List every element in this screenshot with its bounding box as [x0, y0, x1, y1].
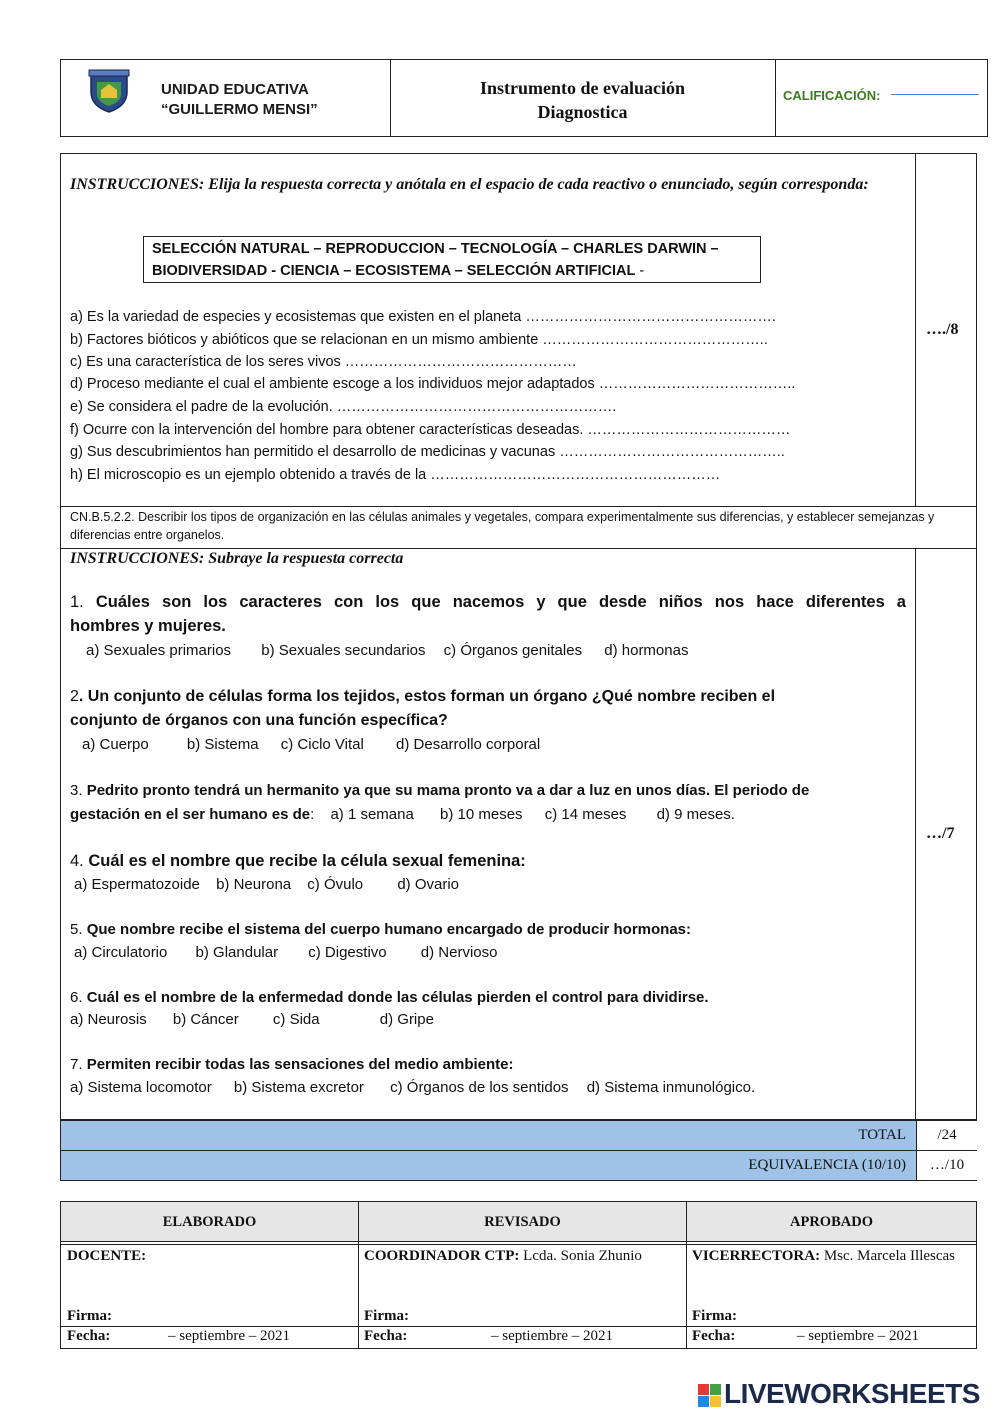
item-g[interactable]: g) Sus descubrimientos han permitido el desarrollo de medicinas y vacunas ………………………………………..: [70, 444, 785, 460]
question-5: [70, 918, 691, 942]
item-c[interactable]: c) Es una característica de los seres vivos …………………………………………: [70, 354, 577, 370]
question-4-number: 4.: [70, 852, 89, 870]
section1-score: …./8: [926, 321, 959, 338]
q3-option-d[interactable]: d) 9 meses.: [656, 806, 735, 823]
q1-option-c[interactable]: c) Órganos genitales: [443, 642, 583, 659]
item-e[interactable]: e) Se considera el padre de la evolución. ………………………………………………….: [70, 399, 617, 415]
question-6-options: [70, 1009, 434, 1031]
q5-option-b[interactable]: b) Glandular: [195, 944, 279, 961]
question-7-options: [70, 1077, 755, 1099]
section2-score: …/7: [926, 825, 955, 842]
word-bank-line1: SELECCIÓN NATURAL – REPRODUCCION – TECNOLOGÍA – CHARLES DARWIN –: [152, 241, 719, 257]
question-1-text-b: hombres y mujeres.: [70, 617, 226, 635]
q5-option-a[interactable]: a) Circulatorio: [74, 944, 168, 961]
question-6: [70, 986, 709, 1010]
q6-option-d[interactable]: d) Gripe: [379, 1011, 434, 1028]
fecha-value-3: – septiembre – 2021: [797, 1328, 920, 1344]
section2-instructions: INSTRUCCIONES: Subraye la respuesta correcta: [70, 550, 404, 567]
fecha-label-3: Fecha:: [692, 1328, 736, 1344]
vicerrectora-name: Msc. Marcela Illescas: [820, 1248, 956, 1264]
equivalence-label: EQUIVALENCIA (10/10): [748, 1157, 906, 1173]
question-3: [70, 779, 809, 827]
grade-input-line[interactable]: [891, 94, 979, 95]
docente-label: DOCENTE:: [67, 1248, 147, 1264]
question-6-text: Cuál es el nombre de la enfermedad donde las células pierden el control para dividirse.: [86, 989, 709, 1006]
coordinador-label: COORDINADOR CTP:: [364, 1248, 520, 1264]
item-f[interactable]: f) Ocurre con la intervención del hombre para obtener características deseadas. ……………………………………: [70, 422, 791, 438]
question-2-text-a: . Un conjunto de células forma los tejidos, estos forman un órgano ¿Qué nombre reciben el: [78, 688, 776, 705]
question-3-text-a: Pedrito pronto tendrá un hermanito ya que su mama pronto va a dar a luz en unos días. El periodo de: [86, 782, 810, 799]
question-5-text: Que nombre recibe el sistema del cuerpo humano encargado de producir hormonas:: [86, 921, 691, 938]
school-name-line1: UNIDAD EDUCATIVA: [161, 81, 309, 98]
q2-option-a[interactable]: a) Cuerpo: [82, 736, 149, 753]
question-1-options: [86, 640, 688, 662]
question-3-colon: :: [310, 806, 315, 823]
header-table: [60, 59, 988, 137]
fecha-value-1: – septiembre – 2021: [168, 1328, 291, 1344]
q6-option-b[interactable]: b) Cáncer: [172, 1011, 239, 1028]
q1-option-a[interactable]: a) Sexuales primarios: [86, 642, 232, 659]
grade-cell: [775, 60, 987, 136]
q4-option-c[interactable]: c) Óvulo: [307, 876, 364, 893]
question-1-number: 1.: [70, 593, 96, 611]
school-cell: [61, 60, 391, 136]
word-bank-tail: -: [635, 263, 645, 279]
fecha-value-2: – septiembre – 2021: [491, 1328, 614, 1344]
item-d[interactable]: d) Proceso mediante el cual el ambiente escoge a los individuos mejor adaptados …………………………………..: [70, 376, 796, 392]
document-title-line2: Diagnostica: [537, 102, 628, 122]
equivalence-row: [60, 1150, 977, 1181]
q3-option-c[interactable]: c) 14 meses: [544, 806, 627, 823]
liveworksheets-watermark: LIVEWORKSHEETS: [724, 1378, 980, 1409]
q3-option-b[interactable]: b) 10 meses: [440, 806, 523, 823]
vicerrectora-label: VICERRECTORA:: [692, 1248, 821, 1264]
vicerrectora-cell: [692, 1246, 962, 1266]
elaborado-header: ELABORADO: [61, 1202, 358, 1242]
learning-standard: CN.B.5.2.2. Describir los tipos de organización en las células animales y vegetales, compara experimentalmente sus diferencias, y establecer semejanzas y diferencias entre organelos.: [70, 510, 935, 542]
q2-option-d[interactable]: d) Desarrollo corporal: [396, 736, 541, 753]
q6-option-a[interactable]: a) Neurosis: [70, 1011, 147, 1028]
total-label: TOTAL: [858, 1127, 906, 1143]
q2-option-c[interactable]: c) Ciclo Vital: [280, 736, 364, 753]
school-name: [161, 80, 318, 120]
row-divider: [61, 1244, 976, 1245]
question-2-number: 2: [70, 688, 79, 705]
liveworksheets-logo-icon: [698, 1384, 722, 1408]
aprobado-header: APROBADO: [687, 1202, 976, 1242]
school-crest-icon: [87, 68, 131, 114]
question-1-text-a: Cuáles son los caracteres con los que nacemos y que desde niños nos hace diferentes a: [95, 593, 906, 611]
q1-option-d[interactable]: d) hormonas: [604, 642, 689, 659]
fecha-label-2: Fecha:: [364, 1328, 408, 1344]
question-3-number: 3.: [70, 782, 87, 799]
firma-label-1: Firma:: [67, 1308, 112, 1324]
q4-option-d[interactable]: d) Ovario: [397, 876, 460, 893]
q2-option-b[interactable]: b) Sistema: [186, 736, 259, 753]
school-name-line2: “GUILLERMO MENSI”: [161, 101, 318, 118]
section1-instructions: INSTRUCCIONES: Elija la respuesta correcta y anótala en el espacio de cada reactivo o enunciado, según corresponda:: [70, 176, 869, 193]
firma-label-3: Firma:: [692, 1308, 737, 1324]
question-4-text: Cuál es el nombre que recibe la célula sexual femenina:: [88, 852, 526, 870]
firma-label-2: Firma:: [364, 1308, 409, 1324]
q7-option-d[interactable]: d) Sistema inmunológico.: [586, 1079, 756, 1096]
q7-option-b[interactable]: b) Sistema excretor: [233, 1079, 364, 1096]
word-bank-box: [143, 236, 761, 283]
question-3-text-b: gestación en el ser humano es de: [70, 806, 311, 823]
revisado-header: REVISADO: [359, 1202, 686, 1242]
total-value: /24: [916, 1121, 977, 1150]
q7-option-a[interactable]: a) Sistema locomotor: [70, 1079, 212, 1096]
item-h[interactable]: h) El microscopio es un ejemplo obtenido a través de la ……………………………………………………: [70, 467, 721, 483]
word-bank-line2: BIODIVERSIDAD - CIENCIA – ECOSISTEMA – SELECCIÓN ARTIFICIAL: [152, 263, 636, 279]
q4-option-b[interactable]: b) Neurona: [216, 876, 292, 893]
q5-option-d[interactable]: d) Nervioso: [420, 944, 498, 961]
question-4: [70, 849, 526, 873]
coordinador-name: Lcda. Sonia Zhunio: [519, 1248, 642, 1264]
question-2-text-b: conjunto de órganos con una función específica?: [70, 712, 448, 729]
grade-label: CALIFICACIÓN:: [783, 88, 881, 103]
coordinador-cell: [364, 1246, 642, 1266]
question-2: [70, 685, 775, 733]
title-cell: [390, 60, 776, 136]
question-5-options: [74, 942, 498, 964]
total-row: [60, 1120, 977, 1151]
question-1: [70, 590, 906, 638]
document-title-line1: Instrumento de evaluación: [479, 78, 685, 98]
question-7-number: 7.: [70, 1056, 87, 1073]
equivalence-value: …/10: [916, 1151, 977, 1180]
question-7-text: Permiten recibir todas las sensaciones del medio ambiente:: [86, 1056, 514, 1073]
item-b[interactable]: b) Factores bióticos y abióticos que se relacionan en un mismo ambiente ………………………………………..: [70, 332, 768, 348]
question-7: [70, 1053, 514, 1077]
q7-option-c[interactable]: c) Órganos de los sentidos: [390, 1079, 569, 1096]
q6-option-c[interactable]: c) Sida: [272, 1011, 320, 1028]
q4-option-a[interactable]: a) Espermatozoide: [74, 876, 200, 893]
question-5-number: 5.: [70, 921, 87, 938]
q3-option-a[interactable]: a) 1 semana: [330, 806, 414, 823]
q5-option-c[interactable]: c) Digestivo: [308, 944, 387, 961]
item-a[interactable]: a) Es la variedad de especies y ecosistemas que existen en el planeta …………………………………………….: [70, 309, 776, 325]
question-6-number: 6.: [70, 989, 87, 1006]
fecha-label-1: Fecha:: [67, 1328, 111, 1344]
score-column-divider: [915, 548, 916, 1119]
score-column-divider: [915, 154, 916, 506]
signature-table: [60, 1201, 977, 1349]
question-2-options: [82, 734, 540, 756]
q1-option-b[interactable]: b) Sexuales secundarios: [261, 642, 426, 659]
document-title: [390, 76, 775, 124]
question-4-options: [74, 874, 459, 896]
